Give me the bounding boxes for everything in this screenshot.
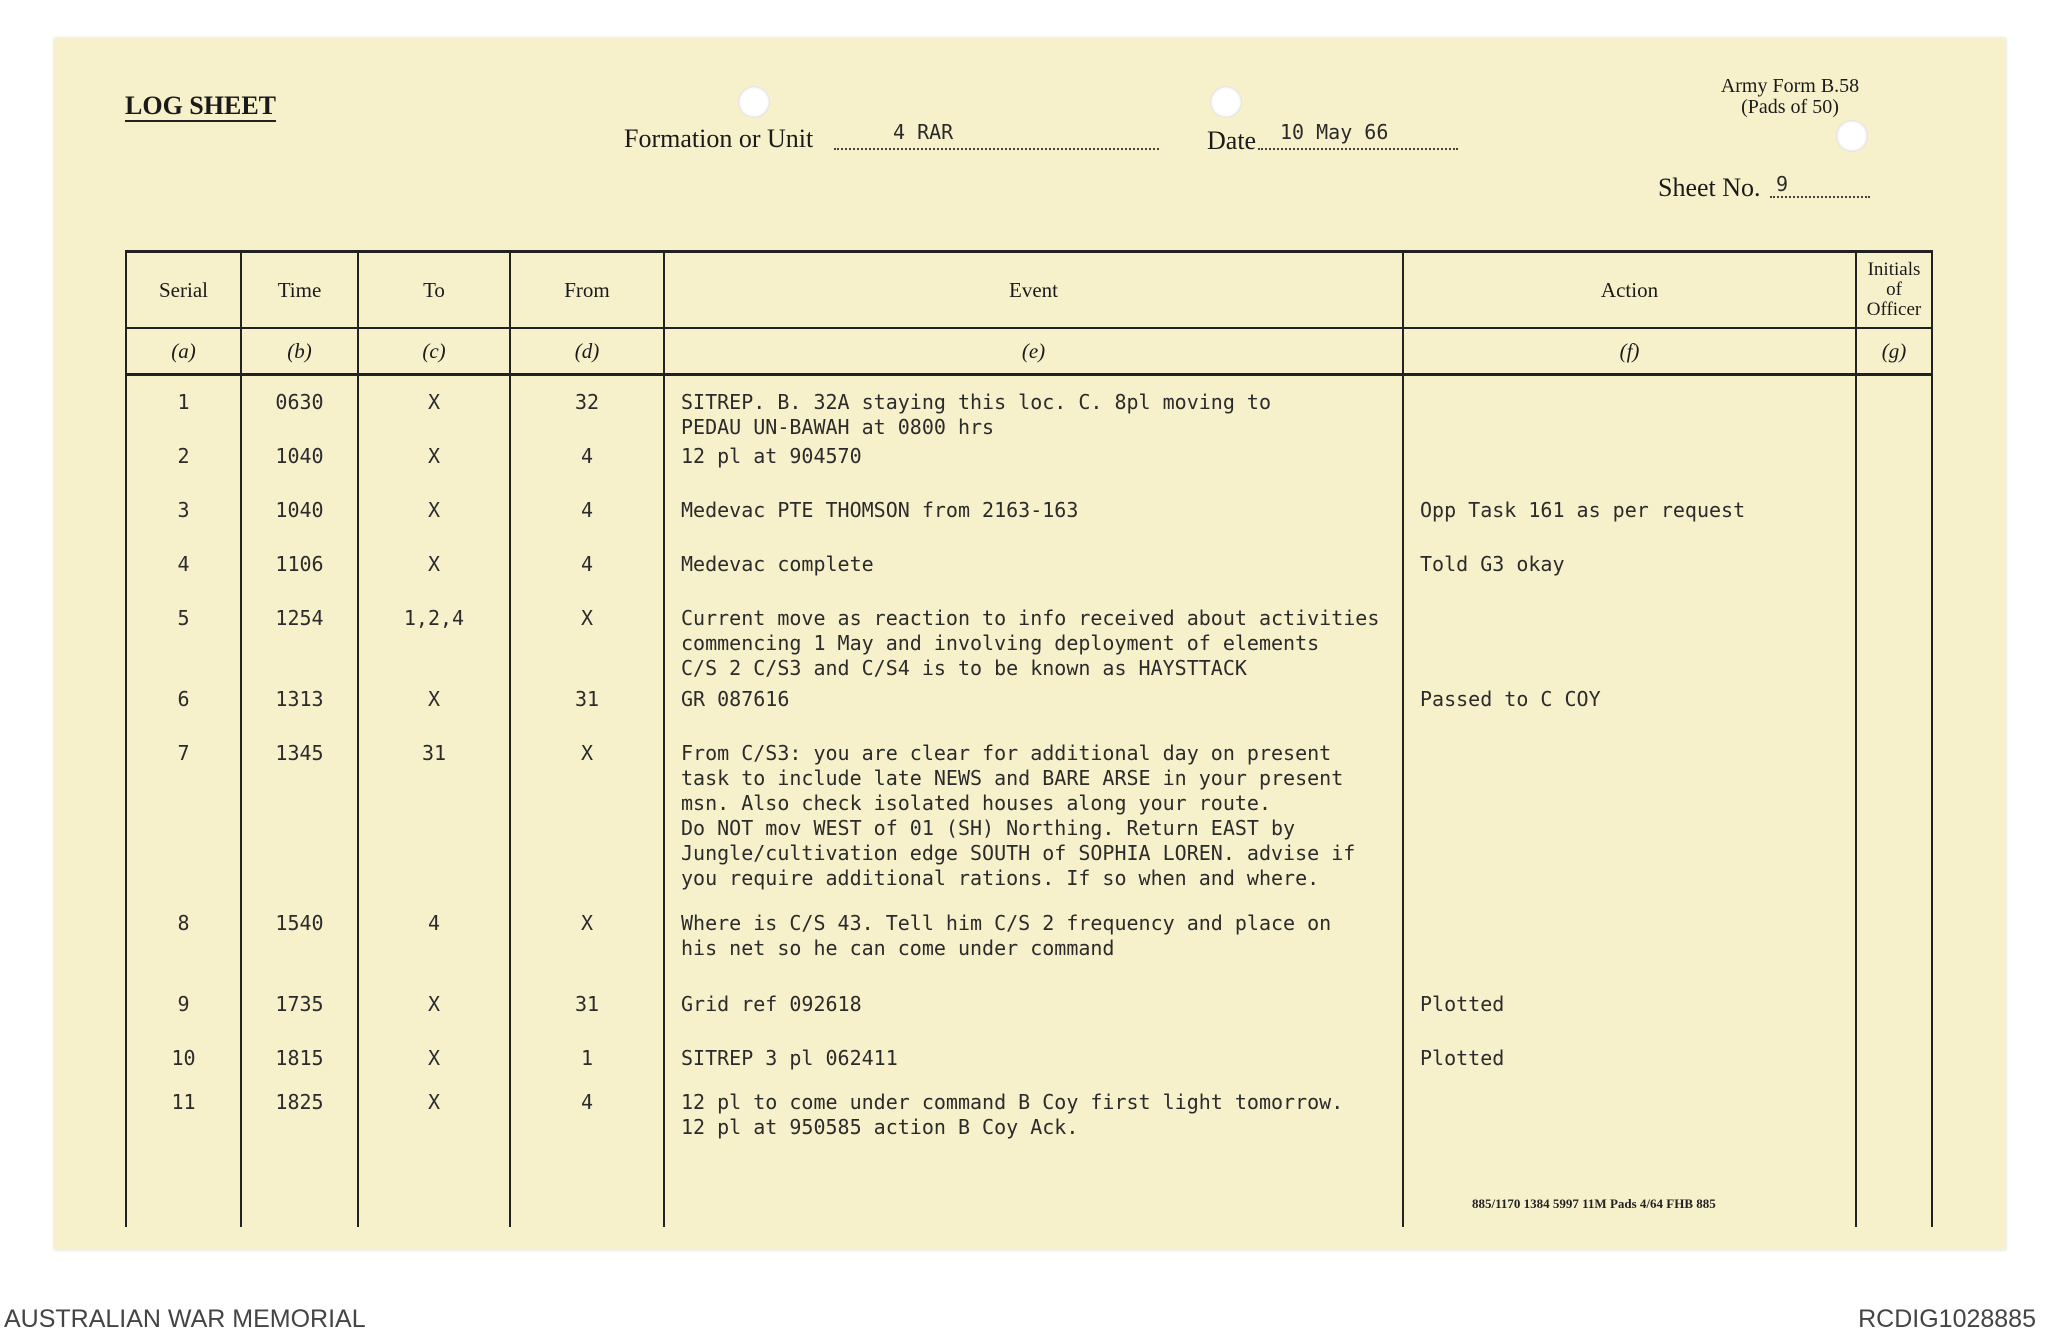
cell-action: Passed to C COY bbox=[1403, 683, 1856, 737]
cell-from: X bbox=[510, 602, 664, 683]
cell-serial: 4 bbox=[126, 548, 241, 602]
cell-from: 4 bbox=[510, 548, 664, 602]
cell-time: 1040 bbox=[241, 440, 358, 494]
cell-event: Current move as reaction to info received about activities commencing 1 May and involving deployment of elements C/S 2 C/S3 and C/S4 is to be known as HAYSTTACK bbox=[664, 602, 1403, 683]
log-table bbox=[125, 250, 1933, 1227]
cell-serial: 6 bbox=[126, 683, 241, 737]
table-row bbox=[126, 737, 1932, 907]
cell-time: 1040 bbox=[241, 494, 358, 548]
filler-cell bbox=[1403, 1156, 1856, 1227]
cell-action: Plotted bbox=[1403, 988, 1856, 1042]
cell-time: 1106 bbox=[241, 548, 358, 602]
cell-time: 1313 bbox=[241, 683, 358, 737]
cell-initials bbox=[1856, 602, 1932, 683]
cell-from: 4 bbox=[510, 494, 664, 548]
col-letter-f: (f) bbox=[1403, 328, 1856, 375]
cell-action bbox=[1403, 602, 1856, 683]
cell-event: Where is C/S 43. Tell him C/S 2 frequency and place on his net so he can come under command bbox=[664, 907, 1403, 988]
cell-serial: 11 bbox=[126, 1086, 241, 1156]
cell-event: From C/S3: you are clear for additional day on present task to include late NEWS and BARE ARSE in your present msn. Also check isolated houses along your route. Do NOT mov WEST of 01 (SH) Northing. Return EAST by Jungle/cultivation edge SOUTH of SOPHIA LOREN. advise if you require additional rations. If so when and where. bbox=[664, 737, 1403, 907]
col-letter-g: (g) bbox=[1856, 328, 1932, 375]
cell-from: 31 bbox=[510, 683, 664, 737]
cell-action: Told G3 okay bbox=[1403, 548, 1856, 602]
page-title: LOG SHEET bbox=[125, 91, 276, 120]
cell-initials bbox=[1856, 683, 1932, 737]
filler-cell bbox=[126, 1156, 241, 1227]
cell-event: Medevac PTE THOMSON from 2163-163 bbox=[664, 494, 1403, 548]
cell-initials bbox=[1856, 548, 1932, 602]
cell-action: Opp Task 161 as per request bbox=[1403, 494, 1856, 548]
cell-initials bbox=[1856, 375, 1932, 441]
punch-hole-left bbox=[738, 86, 770, 118]
table-row bbox=[126, 494, 1932, 548]
cell-event: SITREP. B. 32A staying this loc. C. 8pl moving to PEDAU UN-BAWAH at 0800 hrs bbox=[664, 375, 1403, 441]
date-label: Date bbox=[1207, 126, 1257, 155]
cell-to: X bbox=[358, 1086, 510, 1156]
cell-serial: 10 bbox=[126, 1042, 241, 1086]
cell-to: 4 bbox=[358, 907, 510, 988]
filler-cell bbox=[664, 1156, 1403, 1227]
date-value: 10 May 66 bbox=[1280, 120, 1389, 144]
filler-cell bbox=[1856, 1156, 1932, 1227]
cell-from: 31 bbox=[510, 988, 664, 1042]
formation-dotted-line bbox=[834, 122, 1159, 150]
col-header-time: Time bbox=[241, 252, 358, 329]
footer-institution: AUSTRALIAN WAR MEMORIAL bbox=[4, 1305, 366, 1333]
filler-cell bbox=[510, 1156, 664, 1227]
cell-time: 1735 bbox=[241, 988, 358, 1042]
table-filler-row bbox=[126, 1156, 1932, 1227]
col-letter-c: (c) bbox=[358, 328, 510, 375]
cell-action bbox=[1403, 1086, 1856, 1156]
col-letter-a: (a) bbox=[126, 328, 241, 375]
filler-cell bbox=[241, 1156, 358, 1227]
print-code: 885/1170 1384 5997 11M Pads 4/64 FHB 885 bbox=[1472, 1196, 1716, 1211]
cell-initials bbox=[1856, 440, 1932, 494]
col-header-to: To bbox=[358, 252, 510, 329]
table-row bbox=[126, 907, 1932, 988]
cell-action bbox=[1403, 907, 1856, 988]
col-letter-d: (d) bbox=[510, 328, 664, 375]
punch-hole-right bbox=[1836, 120, 1868, 152]
table-row bbox=[126, 375, 1932, 441]
cell-event: 12 pl to come under command B Coy first light tomorrow. 12 pl at 950585 action B Coy Ack. bbox=[664, 1086, 1403, 1156]
table-row bbox=[126, 988, 1932, 1042]
col-header-action: Action bbox=[1403, 252, 1856, 329]
form-ref-line2: (Pads of 50) bbox=[1741, 96, 1839, 118]
cell-to: 1,2,4 bbox=[358, 602, 510, 683]
cell-serial: 2 bbox=[126, 440, 241, 494]
table-row bbox=[126, 548, 1932, 602]
form-ref-line1: Army Form B.58 bbox=[1720, 75, 1860, 97]
cell-from: 4 bbox=[510, 1086, 664, 1156]
cell-event: 12 pl at 904570 bbox=[664, 440, 1403, 494]
cell-initials bbox=[1856, 907, 1932, 988]
army-form-reference bbox=[1680, 76, 1900, 118]
filler-cell bbox=[358, 1156, 510, 1227]
cell-event: SITREP 3 pl 062411 bbox=[664, 1042, 1403, 1086]
col-letter-e: (e) bbox=[664, 328, 1403, 375]
cell-time: 1254 bbox=[241, 602, 358, 683]
cell-serial: 1 bbox=[126, 375, 241, 441]
table-row bbox=[126, 440, 1932, 494]
footer-record-id: RCDIG1028885 bbox=[1858, 1305, 2036, 1333]
cell-from: X bbox=[510, 737, 664, 907]
cell-from: 1 bbox=[510, 1042, 664, 1086]
cell-to: X bbox=[358, 375, 510, 441]
cell-event: Grid ref 092618 bbox=[664, 988, 1403, 1042]
cell-serial: 9 bbox=[126, 988, 241, 1042]
cell-to: X bbox=[358, 494, 510, 548]
col-letter-b: (b) bbox=[241, 328, 358, 375]
cell-action bbox=[1403, 440, 1856, 494]
table-row bbox=[126, 602, 1932, 683]
cell-initials bbox=[1856, 737, 1932, 907]
cell-from: 4 bbox=[510, 440, 664, 494]
table-row bbox=[126, 1042, 1932, 1086]
table-row bbox=[126, 1086, 1932, 1156]
cell-to: X bbox=[358, 1042, 510, 1086]
formation-label: Formation or Unit bbox=[624, 124, 814, 153]
col-header-event: Event bbox=[664, 252, 1403, 329]
cell-serial: 7 bbox=[126, 737, 241, 907]
cell-action bbox=[1403, 737, 1856, 907]
cell-serial: 3 bbox=[126, 494, 241, 548]
cell-to: X bbox=[358, 683, 510, 737]
sheet-number-label: Sheet No. bbox=[1658, 173, 1761, 202]
cell-time: 1345 bbox=[241, 737, 358, 907]
cell-time: 1815 bbox=[241, 1042, 358, 1086]
cell-to: X bbox=[358, 440, 510, 494]
cell-to: X bbox=[358, 988, 510, 1042]
cell-time: 0630 bbox=[241, 375, 358, 441]
cell-event: GR 087616 bbox=[664, 683, 1403, 737]
punch-hole-middle bbox=[1210, 86, 1242, 118]
column-letter-row bbox=[126, 328, 1932, 375]
table-row bbox=[126, 683, 1932, 737]
col-header-from: From bbox=[510, 252, 664, 329]
col-header-serial: Serial bbox=[126, 252, 241, 329]
cell-initials bbox=[1856, 494, 1932, 548]
table-header-row bbox=[126, 252, 1932, 329]
sheet-number-value: 9 bbox=[1776, 172, 1789, 196]
cell-time: 1825 bbox=[241, 1086, 358, 1156]
cell-from: 32 bbox=[510, 375, 664, 441]
formation-value: 4 RAR bbox=[893, 120, 954, 144]
cell-time: 1540 bbox=[241, 907, 358, 988]
col-header-initials: Initials of Officer bbox=[1856, 252, 1932, 329]
cell-event: Medevac complete bbox=[664, 548, 1403, 602]
cell-action bbox=[1403, 375, 1856, 441]
cell-serial: 5 bbox=[126, 602, 241, 683]
cell-initials bbox=[1856, 1086, 1932, 1156]
cell-initials bbox=[1856, 1042, 1932, 1086]
cell-action: Plotted bbox=[1403, 1042, 1856, 1086]
cell-initials bbox=[1856, 988, 1932, 1042]
cell-serial: 8 bbox=[126, 907, 241, 988]
cell-to: 31 bbox=[358, 737, 510, 907]
cell-from: X bbox=[510, 907, 664, 988]
cell-to: X bbox=[358, 548, 510, 602]
